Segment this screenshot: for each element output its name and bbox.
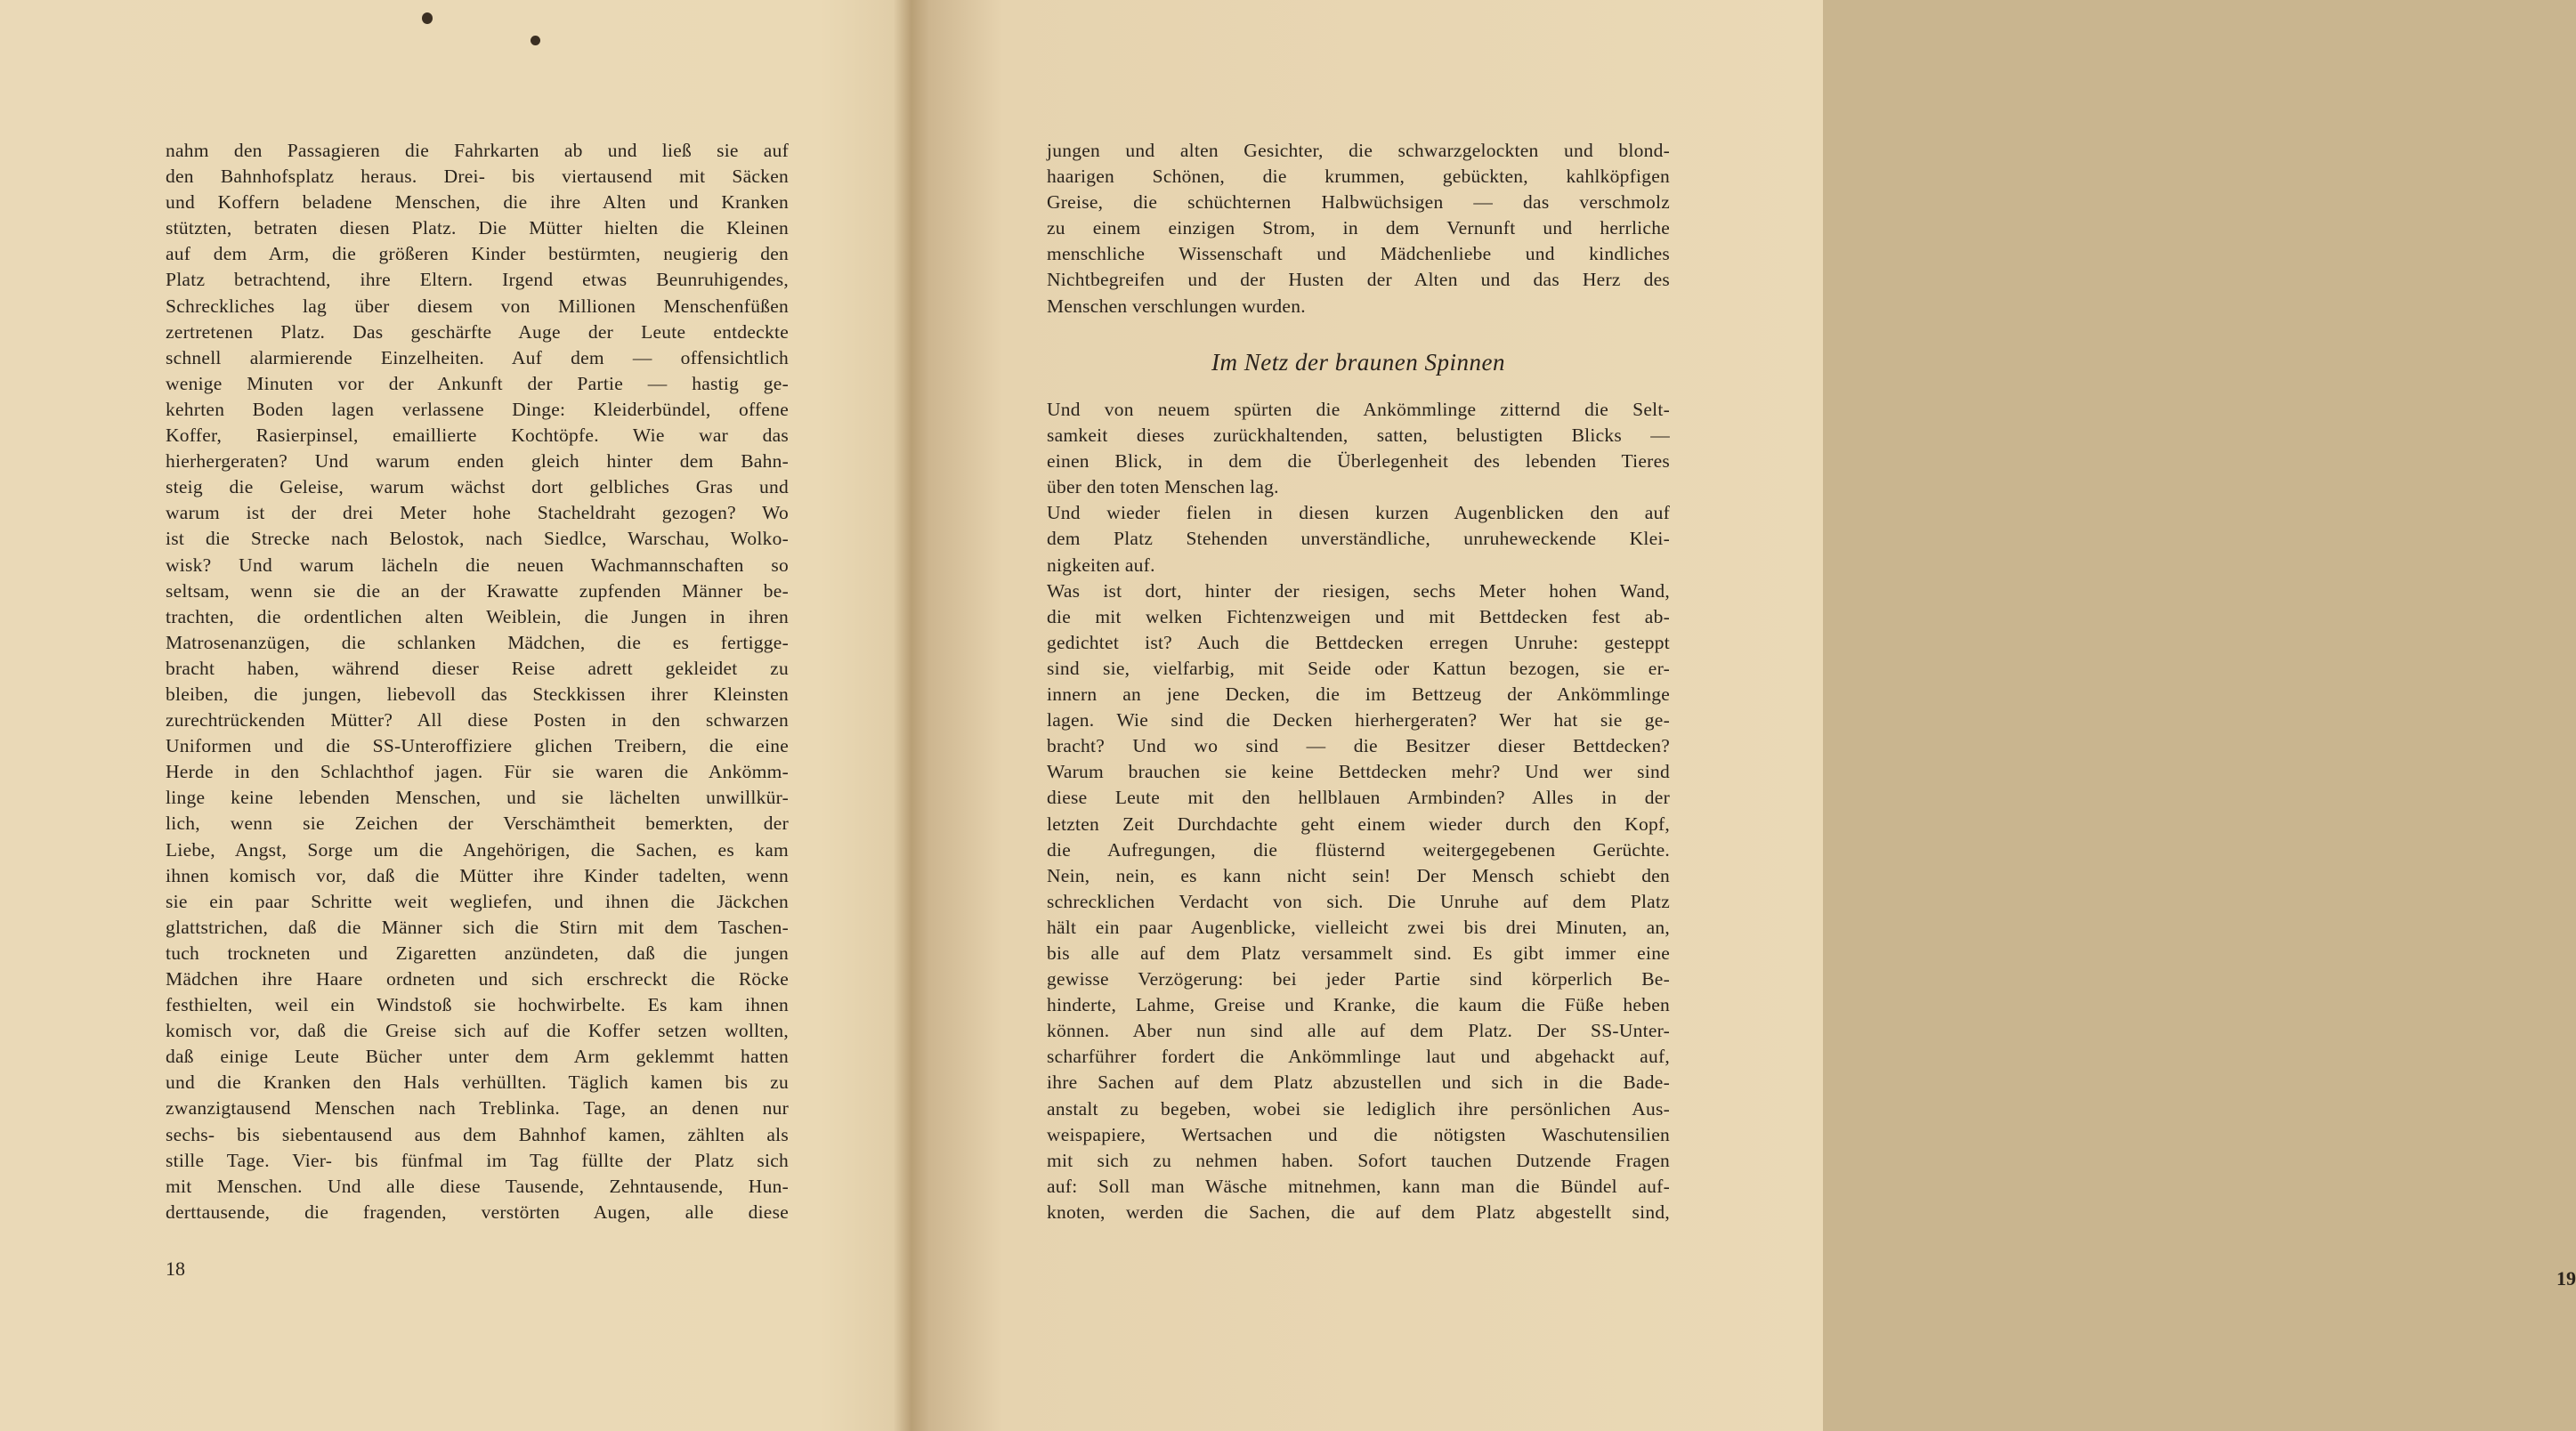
text-line: nigkeiten auf. xyxy=(1047,554,1155,576)
text-line: daß einige Leute Bücher unter dem Arm geklemmt hatten xyxy=(166,1046,789,1068)
page-number-right: 19 xyxy=(2556,1267,2576,1290)
text-line: lagen. Wie sind die Decken hierhergeraten? Wer hat sie ge- xyxy=(1047,709,1670,732)
text-line: diese Leute mit den hellblauen Armbinden? Alles in der xyxy=(1047,787,1670,809)
text-line: komisch vor, daß die Greise sich auf die Koffer setzen wollten, xyxy=(166,1020,789,1042)
text-line: wenige Minuten vor der Ankunft der Partie — hastig ge- xyxy=(166,372,789,394)
text-line: Uniformen und die SS-Unteroffiziere glichen Treibern, die eine xyxy=(166,735,789,757)
text-line: gedichtet ist? Auch die Bettdecken erregen Unruhe: gesteppt xyxy=(1047,631,1670,653)
text-line: stützten, betraten diesen Platz. Die Mütter hielten die Kleinen xyxy=(166,217,789,239)
right-body-text-top xyxy=(1047,138,1670,319)
text-line: Nein, nein, es kann nicht sein! Der Mensch schiebt den xyxy=(1047,864,1670,886)
text-line: kehrten Boden lagen verlassene Dinge: Kleiderbündel, offene xyxy=(166,398,789,420)
left-body-text xyxy=(166,138,789,1225)
text-line: Schreckliches lag über diesem von Millionen Menschenfüßen xyxy=(166,295,789,317)
text-line: seltsam, wenn sie die an der Krawatte zupfenden Männer be- xyxy=(166,579,789,602)
text-line: Herde in den Schlachthof jagen. Für sie waren die Ankömm- xyxy=(166,761,789,783)
right-body-text-bottom xyxy=(1047,397,1670,1225)
text-line: menschliche Wissenschaft und Mädchenliebe und kindliches xyxy=(1047,243,1670,265)
text-line: steig die Geleise, warum wächst dort gelbliches Gras und xyxy=(166,476,789,498)
text-line: den Bahnhofsplatz heraus. Drei- bis viertausend mit Säcken xyxy=(166,166,789,188)
text-line: auf dem Arm, die größeren Kinder bestürmten, neugierig den xyxy=(166,243,789,265)
text-line: Menschen verschlungen wurden. xyxy=(1047,295,1306,317)
text-line: Warum brauchen sie keine Bettdecken mehr? Und wer sind xyxy=(1047,761,1670,783)
text-line: letzten Zeit Durchdachte geht einem wieder durch den Kopf, xyxy=(1047,813,1670,835)
text-line: stille Tage. Vier- bis fünfmal im Tag füllte der Platz sich xyxy=(166,1149,789,1171)
text-line: schnell alarmierende Einzelheiten. Auf dem — offensichtlich xyxy=(166,346,789,368)
text-line: und die Kranken den Hals verhüllten. Täglich kamen bis zu xyxy=(166,1071,789,1094)
text-line: wisk? Und warum lächeln die neuen Wachmannschaften so xyxy=(166,554,789,576)
text-line: hinderte, Lahme, Greise und Kranke, die kaum die Füße heben xyxy=(1047,994,1670,1016)
text-line: zurechtrückenden Mütter? All diese Posten in den schwarzen xyxy=(166,709,789,732)
text-line: einen Blick, in dem die Überlegenheit des lebenden Tieres xyxy=(1047,450,1670,473)
text-line: zu einem einzigen Strom, in dem Vernunft und herrliche xyxy=(1047,217,1670,239)
text-line: glattstrichen, daß die Männer sich die Stirn mit dem Taschen- xyxy=(166,916,789,938)
text-line: warum ist der drei Meter hohe Stacheldraht gezogen? Wo xyxy=(166,502,789,524)
text-line: sechs- bis siebentausend aus dem Bahnhof kamen, zählten als xyxy=(166,1123,789,1145)
text-line: trachten, die ordentlichen alten Weiblein, die Jungen in ihren xyxy=(166,605,789,627)
text-line: gewisse Verzögerung: bei jeder Partie sind körperlich Be- xyxy=(1047,968,1670,990)
text-line: haarigen Schönen, die krummen, gebückten, kahlköpfigen xyxy=(1047,166,1670,188)
text-line: Mädchen ihre Haare ordneten und sich erschreckt die Röcke xyxy=(166,968,789,990)
text-line: Nichtbegreifen und der Husten der Alten und das Herz des xyxy=(1047,269,1670,291)
text-line: bleiben, die jungen, liebevoll das Steckkissen ihrer Kleinsten xyxy=(166,683,789,705)
text-line: hierhergeraten? Und warum enden gleich hinter dem Bahn- xyxy=(166,450,789,473)
text-line: nahm den Passagieren die Fahrkarten ab und ließ sie auf xyxy=(166,140,789,161)
text-line: ihre Sachen auf dem Platz abzustellen und sich in die Bade- xyxy=(1047,1071,1670,1094)
text-line: die mit welken Fichtenzweigen und mit Bettdecken fest ab- xyxy=(1047,605,1670,627)
text-line: Koffer, Rasierpinsel, emaillierte Kochtöpfe. Wie war das xyxy=(166,424,789,447)
text-line: samkeit dieses zurückhaltenden, satten, belustigten Blicks — xyxy=(1047,424,1670,447)
text-line: zertretenen Platz. Das geschärfte Auge der Leute entdeckte xyxy=(166,320,789,343)
text-line: die Aufregungen, die flüsternd weitergegebenen Gerüchte. xyxy=(1047,838,1670,861)
text-line: ist die Strecke nach Belostok, nach Siedlce, Warschau, Wolko- xyxy=(166,528,789,550)
text-line: weispapiere, Wertsachen und die nötigsten Waschutensilien xyxy=(1047,1123,1670,1145)
text-line: über den toten Menschen lag. xyxy=(1047,476,1279,498)
text-line: Was ist dort, hinter der riesigen, sechs Meter hohen Wand, xyxy=(1047,579,1670,602)
text-line: bracht haben, während dieser Reise adrett gekleidet zu xyxy=(166,657,789,679)
page-number-left: 18 xyxy=(166,1257,185,1280)
text-line: Greise, die schüchternen Halbwüchsigen — das verschmolz xyxy=(1047,191,1670,214)
text-line: jungen und alten Gesichter, die schwarzgelockten und blond- xyxy=(1047,140,1670,161)
text-line: schrecklichen Verdacht von sich. Die Unruhe auf dem Platz xyxy=(1047,890,1670,912)
text-line: sie ein paar Schritte weit wegliefen, und ihnen die Jäckchen xyxy=(166,890,789,912)
text-line: linge keine lebenden Menschen, und sie lächelten unwillkür- xyxy=(166,787,789,809)
text-line: können. Aber nun sind alle auf dem Platz. Der SS-Unter- xyxy=(1047,1020,1670,1042)
text-line: bracht? Und wo sind — die Besitzer dieser Bettdecken? xyxy=(1047,735,1670,757)
text-line: tuch trockneten und Zigaretten anzündeten, daß die jungen xyxy=(166,942,789,964)
text-line: Und wieder fielen in diesen kurzen Augenblicken den auf xyxy=(1047,502,1670,524)
text-line: ihnen komisch vor, daß die Mütter ihre Kinder tadelten, wenn xyxy=(166,864,789,886)
text-line: zwanzigtausend Menschen nach Treblinka. Tage, an denen nur xyxy=(166,1097,789,1120)
text-line: knoten, werden die Sachen, die auf dem Platz abgestellt sind, xyxy=(1047,1201,1670,1223)
text-line: bis alle auf dem Platz versammelt sind. Es gibt immer eine xyxy=(1047,942,1670,964)
text-line: Platz betrachtend, ihre Eltern. Irgend etwas Beunruhigendes, xyxy=(166,269,789,291)
text-line: mit sich zu nehmen haben. Sofort tauchen Dutzende Fragen xyxy=(1047,1149,1670,1171)
text-line: mit Menschen. Und alle diese Tausende, Zehntausende, Hun- xyxy=(166,1175,789,1197)
text-line: innern an jene Decken, die im Bettzeug der Ankömmlinge xyxy=(1047,683,1670,706)
text-line: dem Platz Stehenden unverständliche, unruheweckende Klei- xyxy=(1047,528,1670,550)
right-page xyxy=(917,0,2576,1431)
section-heading: Im Netz der braunen Spinnen xyxy=(1211,349,1505,376)
text-line: und Koffern beladene Menschen, die ihre Alten und Kranken xyxy=(166,191,789,214)
ink-speck xyxy=(531,36,540,45)
text-line: festhielten, weil ein Windstoß sie hochwirbelte. Es kam ihnen xyxy=(166,994,789,1016)
ink-speck xyxy=(422,12,433,24)
text-line: Und von neuem spürten die Ankömmlinge zitternd die Selt- xyxy=(1047,399,1670,420)
text-line: lich, wenn sie Zeichen der Verschämtheit bemerkten, der xyxy=(166,813,789,835)
text-line: scharführer fordert die Ankömmlinge laut und abgehackt auf, xyxy=(1047,1046,1670,1068)
text-line: auf: Soll man Wäsche mitnehmen, kann man die Bündel auf- xyxy=(1047,1175,1670,1197)
left-page xyxy=(0,0,899,1431)
text-line: derttausende, die fragenden, verstörten Augen, alle diese xyxy=(166,1201,789,1223)
text-line: hält ein paar Augenblicke, vielleicht zwei bis drei Minuten, an, xyxy=(1047,916,1670,938)
text-line: sind sie, vielfarbig, mit Seide oder Kattun bezogen, sie er- xyxy=(1047,657,1670,679)
text-line: anstalt zu begeben, wobei sie lediglich ihre persönlichen Aus- xyxy=(1047,1097,1670,1120)
text-line: Matrosenanzügen, die schlanken Mädchen, die es fertigge- xyxy=(166,631,789,653)
text-line: Liebe, Angst, Sorge um die Angehörigen, die Sachen, es kam xyxy=(166,838,789,861)
